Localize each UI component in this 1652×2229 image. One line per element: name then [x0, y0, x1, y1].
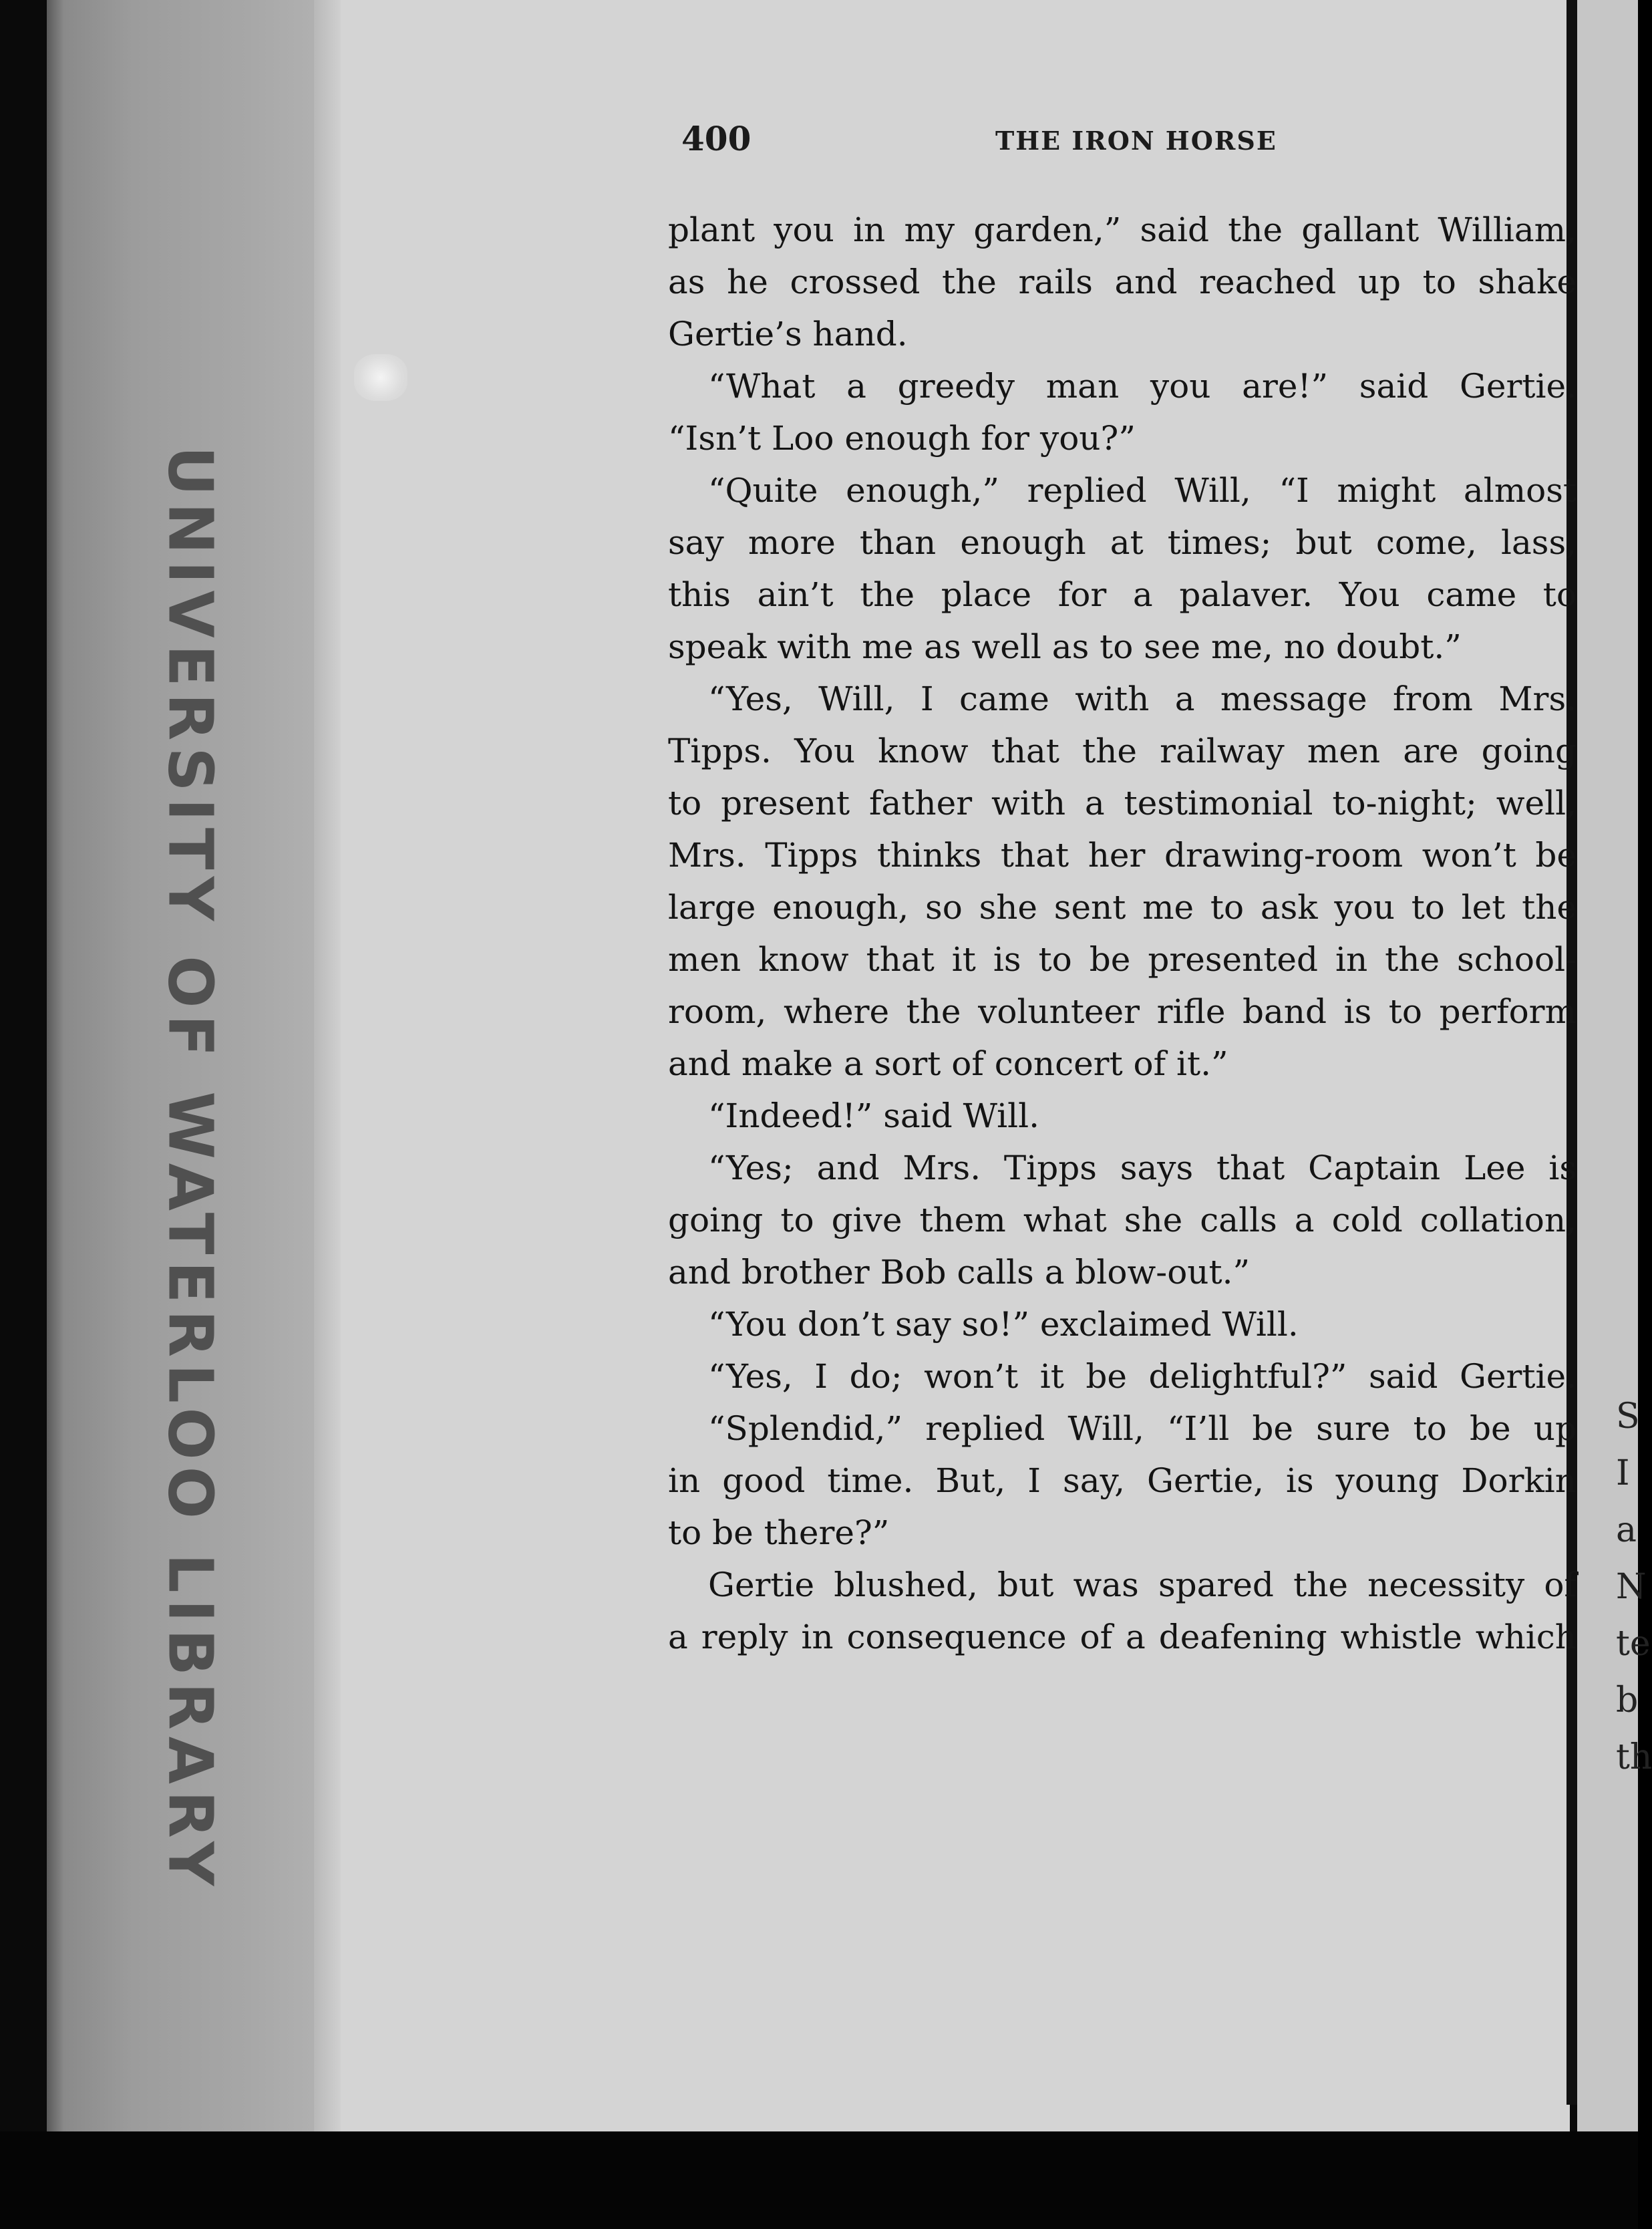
- facing-page-fragment: [1577, 0, 1652, 2131]
- body-text: [668, 204, 1577, 1663]
- text-line: room, where the volunteer rifle band is to perform: [668, 992, 1577, 1031]
- text-line: and brother Bob calls a blow-out.”: [668, 1253, 1251, 1292]
- paper-smudge: [354, 354, 407, 401]
- page-edge-strip: [314, 0, 341, 2131]
- running-title: THE IRON HORSE: [995, 126, 1277, 156]
- text-line: men know that it is to be presented in the school-: [668, 940, 1577, 979]
- text-line: Gertie’s hand.: [668, 315, 908, 353]
- text-line: as he crossed the rails and reached up to shake: [668, 263, 1577, 301]
- text-line: Mrs. Tipps thinks that her drawing-room won’t be: [668, 836, 1577, 875]
- text-line: “Splendid,” replied Will, “I’ll be sure to be up: [708, 1409, 1577, 1448]
- text-line: to present father with a testimonial to-night; well,: [668, 784, 1577, 823]
- running-header: [681, 119, 1603, 166]
- text-line: going to give them what she calls a cold collation,: [668, 1201, 1577, 1239]
- text-line: speak with me as well as to see me, no doubt.”: [668, 627, 1462, 666]
- text-line: this ain’t the place for a palaver. You came to: [668, 575, 1577, 614]
- text-line: large enough, so she sent me to ask you to let the: [668, 888, 1577, 927]
- facing-page-letter: N: [1616, 1567, 1647, 1607]
- facing-page-letter: b: [1616, 1680, 1639, 1721]
- text-line: Tipps. You know that the railway men are going: [668, 732, 1577, 770]
- text-line: “Quite enough,” replied Will, “I might almost: [708, 471, 1577, 510]
- facing-page-letter: th: [1616, 1737, 1652, 1777]
- text-line: “Yes, Will, I came with a message from Mrs.: [708, 680, 1577, 718]
- text-line: “Yes; and Mrs. Tipps says that Captain Lee is: [708, 1149, 1577, 1187]
- text-line: Gertie blushed, but was spared the necessity of: [708, 1566, 1577, 1604]
- facing-page-letter: S: [1616, 1396, 1640, 1437]
- text-line: a reply in consequence of a deafening whistle which: [668, 1618, 1577, 1656]
- text-line: and make a sort of concert of it.”: [668, 1044, 1228, 1083]
- text-line: “Isn’t Loo enough for you?”: [668, 419, 1136, 458]
- text-line: “What a greedy man you are!” said Gertie.: [708, 367, 1577, 406]
- text-line: to be there?”: [668, 1513, 890, 1552]
- text-line: “Indeed!” said Will.: [708, 1096, 1039, 1135]
- facing-page-letter: a: [1616, 1510, 1637, 1550]
- scan-bottom-margin: [0, 2131, 1638, 2229]
- text-line: say more than enough at times; but come, lass,: [668, 523, 1577, 562]
- text-line: in good time. But, I say, Gertie, is young Dorkin: [668, 1461, 1577, 1500]
- library-stamp: UNIVERSITY OF WATERLOO LIBRARY: [154, 446, 226, 1893]
- page-number: 400: [681, 119, 752, 158]
- text-line: “Yes, I do; won’t it be delightful?” said Gertie.: [708, 1357, 1577, 1396]
- text-line: “You don’t say so!” exclaimed Will.: [708, 1305, 1299, 1344]
- text-line: plant you in my garden,” said the gallant William,: [668, 210, 1577, 249]
- facing-page-letter: te: [1616, 1624, 1651, 1664]
- facing-page-letter: I: [1616, 1453, 1630, 1493]
